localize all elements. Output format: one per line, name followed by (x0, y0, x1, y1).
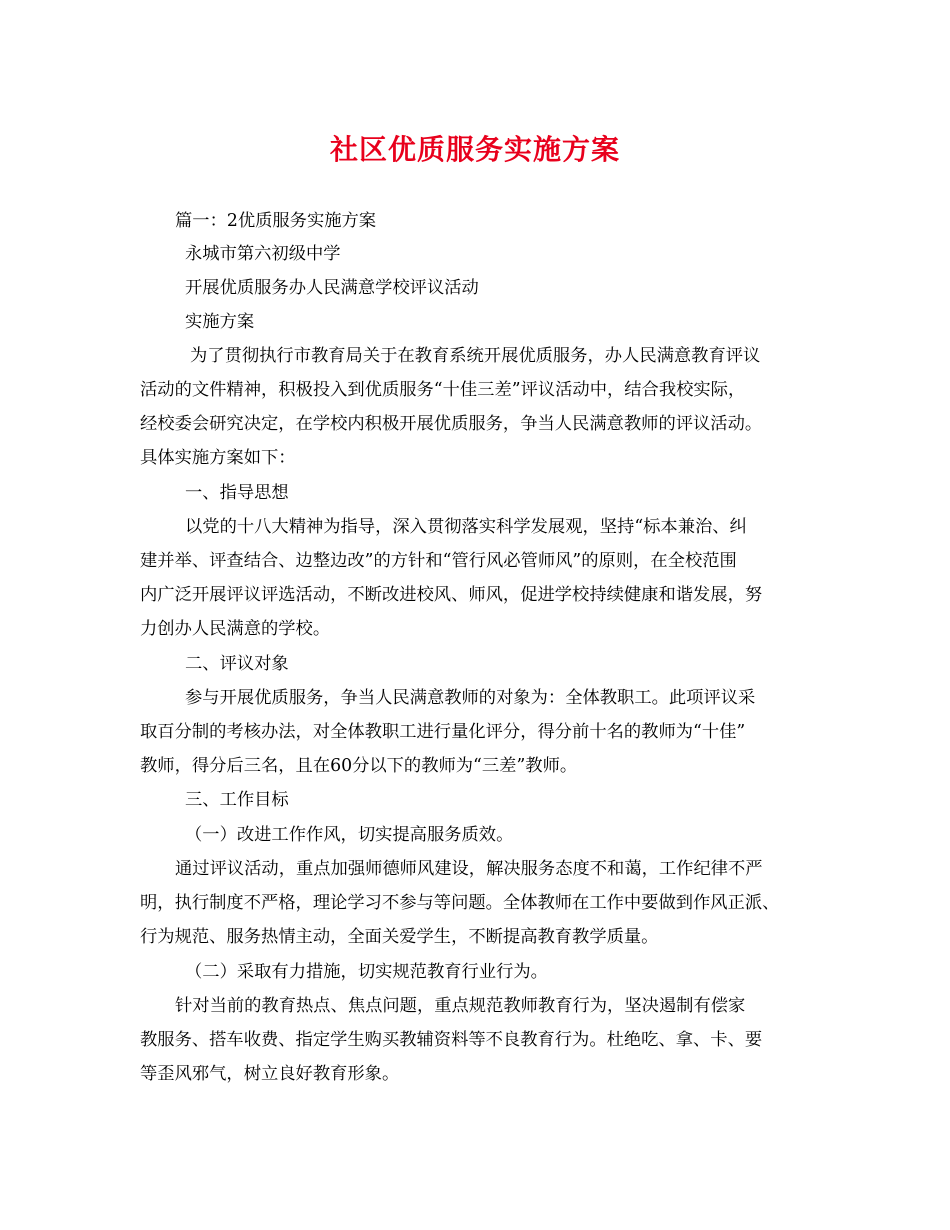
paragraph-line: 等歪风邪气，树立良好教育形象。 (140, 1064, 400, 1084)
paragraph-line: 经校委会研究决定，在学校内积极开展优质服务，争当人民满意教师的评议活动。 (140, 414, 763, 434)
paragraph-line: 活动的文件精神，积极投入到优质服务“十佳三差”评议活动中，结合我校实际， (140, 380, 746, 400)
paragraph-line: 明，执行制度不严格，理论学习不参与等问题。全体教师在工作中要做到作风正派、 (140, 893, 780, 913)
article-heading: 篇一：2优质服务实施方案 (175, 211, 377, 231)
subsection-heading: （二）采取有力措施，切实规范教育行业行为。 (185, 962, 548, 982)
section-heading: 二、评议对象 (185, 654, 289, 674)
paragraph-line: 力创办人民满意的学校。 (140, 619, 331, 639)
section-heading: 三、工作目标 (185, 790, 289, 810)
paragraph-line: 内广泛开展评议评选活动，不断改进校风、师风，促进学校持续健康和谐发展，努 (140, 585, 763, 605)
paragraph-line: 通过评议活动，重点加强师德师风建设，解决服务态度不和蔼，工作纪律不严 (175, 859, 763, 879)
paragraph-line: 针对当前的教育热点、焦点问题，重点规范教师教育行为，坚决遏制有偿家 (175, 996, 746, 1016)
document-title: 社区优质服务实施方案 (329, 133, 620, 166)
paragraph-line: 教师，得分后三名，且在60分以下的教师为“三差”教师。 (140, 756, 578, 776)
paragraph-line: 行为规范、服务热情主动，全面关爱学生，不断提高教育教学质量。 (140, 927, 659, 947)
subsection-heading: （一）改进工作作风，切实提高服务质效。 (185, 825, 514, 845)
section-heading: 一、指导思想 (185, 483, 289, 503)
paragraph-line: 教服务、搭车收费、指定学生购买教辅资料等不良教育行为。杜绝吃、拿、卡、要 (140, 1030, 763, 1050)
paragraph-line: 建并举、评查结合、边整边改”的方针和“管行风必管师风”的原则，在全校范围 (140, 551, 737, 571)
paragraph-line: 具体实施方案如下： (140, 448, 296, 468)
school-name: 永城市第六初级中学 (185, 244, 341, 264)
paragraph-line: 参与开展优质服务，争当人民满意教师的对象为：全体教职工。此项评议采 (185, 688, 756, 708)
paragraph-line: 取百分制的考核办法，对全体教职工进行量化评分，得分前十名的教师为“十佳” (140, 722, 746, 742)
paragraph-line: 以党的十八大精神为指导，深入贯彻落实科学发展观，坚持“标本兼治、纠 (185, 517, 747, 537)
activity-title: 开展优质服务办人民满意学校评议活动 (185, 278, 479, 298)
paragraph-line: 为了贯彻执行市教育局关于在教育系统开展优质服务，办人民满意教育评议 (190, 346, 761, 366)
plan-label: 实施方案 (185, 312, 255, 332)
